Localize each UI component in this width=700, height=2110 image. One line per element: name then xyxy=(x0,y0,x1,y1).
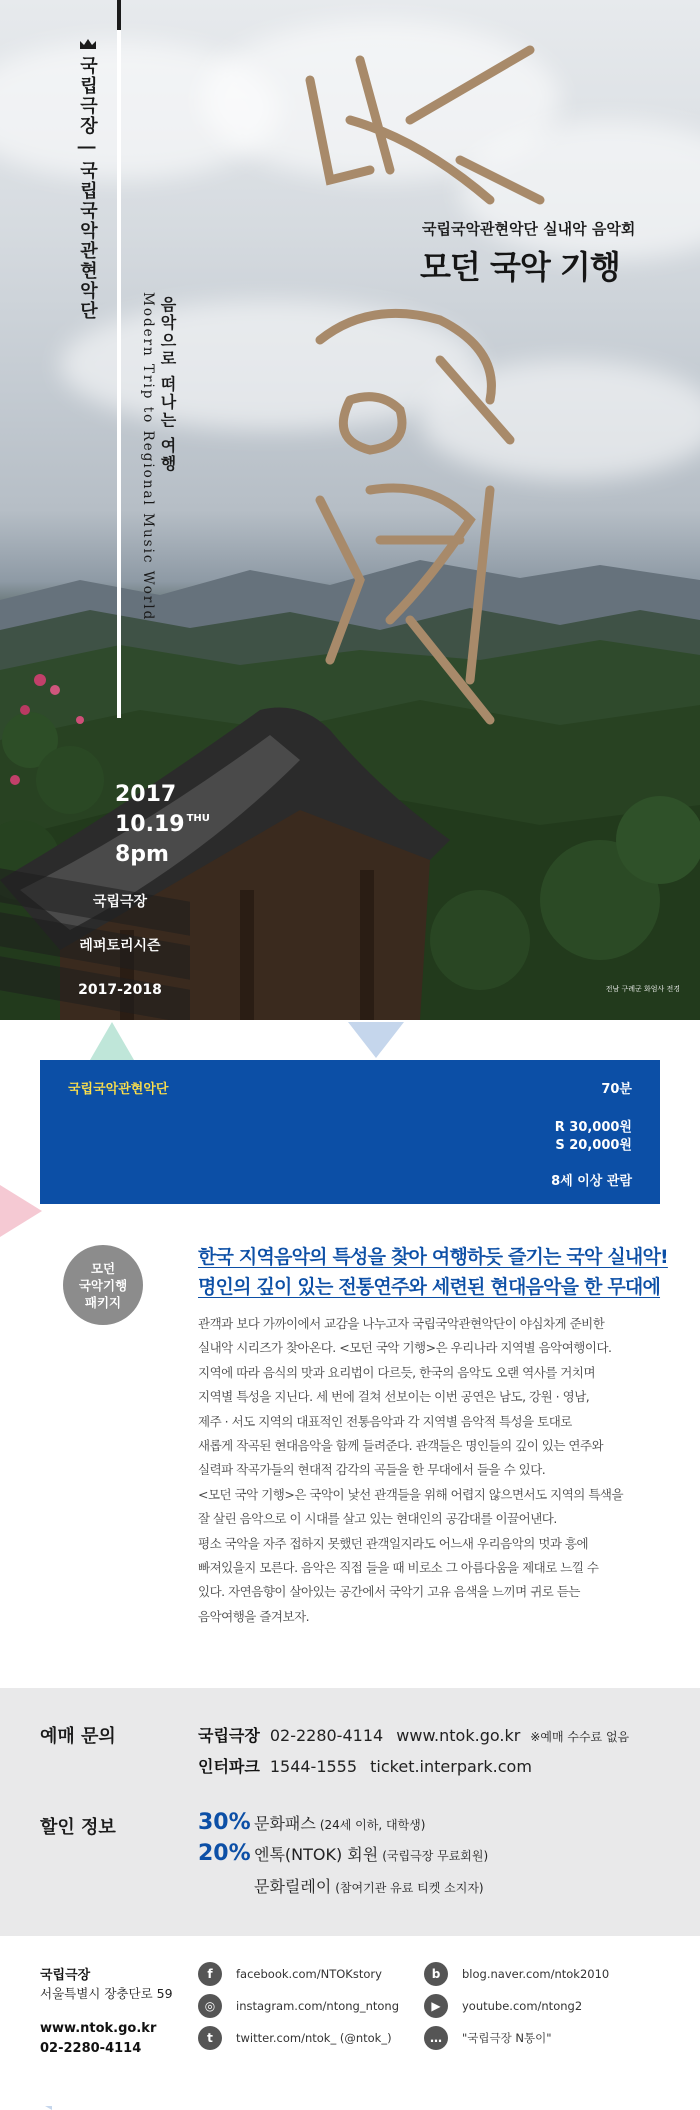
korean-vertical-title: 음악으로 떠나는 여행 xyxy=(158,296,177,474)
badge-line-2: 국악기행 xyxy=(78,1277,128,1293)
intro-headline xyxy=(198,1242,678,1302)
vertical-divider-top xyxy=(117,0,121,30)
footer xyxy=(0,1936,700,2106)
org-vertical-text: 국립극장 | 국립국악관현악단 xyxy=(77,56,98,322)
discount-note: (참여기관 유료 티켓 소지자) xyxy=(335,1881,484,1895)
running-time: 70분 xyxy=(601,1082,632,1097)
price-s-seat: S 20,000원 xyxy=(555,1138,632,1153)
footer-org: 국립극장 xyxy=(40,1968,91,1983)
package-badge xyxy=(63,1245,143,1325)
footer-address: 서울특별시 장충단로 59 xyxy=(40,1986,173,2001)
ntok-name: 국립극장 xyxy=(198,1726,260,1745)
kakao-icon: … xyxy=(424,2026,448,2050)
discount-row xyxy=(198,1841,488,1866)
blog-url: blog.naver.com/ntok2010 xyxy=(462,1967,610,1981)
body-line: 잘 살린 음악으로 이 시대를 살고 있는 현대인의 공감대를 이끌어낸다. xyxy=(198,1511,557,1527)
discount-note: (24세 이하, 대학생) xyxy=(319,1818,426,1832)
instagram-link[interactable] xyxy=(198,1994,399,2018)
booking-ntok-row xyxy=(198,1723,629,1746)
hero-poster xyxy=(0,0,700,1020)
series-line-1: 국립극장 xyxy=(92,894,148,910)
body-line: 빠져있을지 모른다. 음악은 직접 들을 때 비로소 그 아름다움을 제대로 느낄 수 xyxy=(198,1560,599,1576)
discount-row xyxy=(198,1810,425,1835)
discount-percent: 20% xyxy=(198,1841,251,1866)
youtube-url: youtube.com/ntong2 xyxy=(462,1999,583,2013)
price-r-seat: R 30,000원 xyxy=(554,1120,632,1135)
body-line: 관객과 보다 가까이에서 교감을 나누고자 국립국악관현악단이 야심차게 준비한 xyxy=(198,1316,605,1331)
booking-label: 예매 문의 xyxy=(40,1726,116,1747)
kakao-link[interactable] xyxy=(424,2026,552,2050)
calligraphy-artwork xyxy=(290,20,550,740)
body-line: 새롭게 작곡된 현대음악을 함께 들려준다. 관객들은 명인들의 깊이 있는 연주와 xyxy=(198,1438,604,1454)
footer-website-link[interactable]: www.ntok.go.kr xyxy=(40,2021,157,2036)
intro-body xyxy=(198,1312,678,1629)
age-rating: 8세 이상 관람 xyxy=(551,1174,632,1189)
contact-section xyxy=(0,1688,700,1936)
body-line: 음악여행을 즐겨보자. xyxy=(198,1608,310,1624)
decor-triangle xyxy=(348,1022,404,1058)
ntok-phone: 02-2280-4114 xyxy=(269,1726,384,1745)
decor-triangle xyxy=(0,1185,42,1237)
booking-interpark-row xyxy=(198,1754,532,1777)
instagram-icon: ◎ xyxy=(198,1994,222,2018)
headline-line-1: 한국 지역음악의 특성을 찾아 여행하듯 즐기는 국악 실내악! xyxy=(198,1246,668,1268)
headline-line-2: 명인의 깊이 있는 전통연주와 세련된 현대음악을 한 무대에 xyxy=(198,1276,661,1298)
discount-percent: 30% xyxy=(198,1810,251,1835)
interpark-phone: 1544-1555 xyxy=(269,1757,358,1776)
badge-line-3: 패키지 xyxy=(84,1294,122,1310)
concert-subtitle: 국립국악관현악단 실내악 음악회 xyxy=(422,220,636,238)
facebook-link[interactable] xyxy=(198,1962,382,1986)
body-line: 있다. 자연음향이 살아있는 공간에서 국악기 고유 음색을 느끼며 귀로 듣는 xyxy=(198,1584,580,1600)
interpark-name: 인터파크 xyxy=(198,1757,260,1776)
date-year: 2017 xyxy=(115,782,177,807)
twitter-icon: t xyxy=(198,2026,222,2050)
series-line-3: 2017-2018 xyxy=(78,982,162,998)
body-line: 지역에 따라 음식의 맛과 요리법이 다르듯, 한국의 음악도 오랜 역사를 거치며 xyxy=(198,1364,596,1380)
kakao-channel: "국립극장 N통이" xyxy=(462,2031,552,2045)
discount-name: 문화패스 xyxy=(254,1814,316,1833)
series-line-2: 레퍼토리시즌 xyxy=(79,938,161,954)
instagram-url: instagram.com/ntong_ntong xyxy=(236,1999,399,2013)
date-weekday: THU xyxy=(186,813,210,824)
performance-info-box xyxy=(40,1060,660,1204)
presenter: 국립국악관현악단 xyxy=(68,1082,169,1097)
body-line: 실력파 작곡가들의 현대적 감각의 곡들을 한 무대에서 들을 수 있다. xyxy=(198,1462,546,1478)
blog-link[interactable] xyxy=(424,1962,609,1986)
youtube-icon: ▶ xyxy=(424,1994,448,2018)
interpark-web-link[interactable]: ticket.interpark.com xyxy=(370,1757,532,1776)
facebook-icon: f xyxy=(198,1962,222,1986)
discount-label: 할인 정보 xyxy=(40,1817,116,1838)
body-line: 지역별 특성을 지닌다. 세 번에 걸쳐 선보이는 이번 공연은 남도, 강원 · 영남, xyxy=(198,1389,590,1405)
date-time: 8pm xyxy=(115,842,169,867)
ntok-web-link[interactable]: www.ntok.go.kr xyxy=(396,1726,521,1745)
discount-name: 엔톡(NTOK) 회원 xyxy=(254,1845,379,1864)
discount-name: 문화릴레이 xyxy=(254,1877,332,1896)
discount-row xyxy=(198,1874,484,1897)
ntok-fee-note: ※예매 수수료 없음 xyxy=(530,1730,630,1744)
decor-triangle xyxy=(90,1022,134,1060)
twitter-url: twitter.com/ntok_ (@ntok_) xyxy=(236,2031,392,2045)
date-day: 10.19 xyxy=(115,812,185,837)
vertical-divider xyxy=(117,0,121,718)
body-line: 평소 국악을 자주 접하지 못했던 관객일지라도 어느새 우리음악의 멋과 흥에 xyxy=(198,1535,589,1551)
national-theater-logo-icon xyxy=(79,37,97,51)
body-line: 실내악 시리즈가 찾아온다. <모던 국악 기행>은 우리나라 지역별 음악여행이다. xyxy=(198,1340,612,1356)
concert-date xyxy=(115,780,255,870)
discount-note: (국립극장 무료회원) xyxy=(382,1849,489,1863)
facebook-url: facebook.com/NTOKstory xyxy=(236,1967,382,1981)
concert-title: 모던 국악 기행 xyxy=(420,248,620,286)
photo-credit: 전남 구례군 화엄사 전경 xyxy=(605,985,680,993)
badge-line-1: 모던 xyxy=(90,1260,116,1276)
twitter-link[interactable] xyxy=(198,2026,392,2050)
body-line: 제주 · 서도 지역의 대표적인 전통음악과 각 지역별 음악적 특성을 토대로 xyxy=(198,1413,572,1429)
english-vertical-title: Modern Trip to Regional Music World xyxy=(140,292,156,622)
footer-phone: 02-2280-4114 xyxy=(40,2041,142,2056)
date-day-wrap xyxy=(115,810,255,840)
youtube-link[interactable] xyxy=(424,1994,582,2018)
blog-icon: b xyxy=(424,1962,448,1986)
repertoire-season xyxy=(40,885,200,1017)
body-line: <모던 국악 기행>은 국악이 낯선 관객들을 위해 어렵지 않으면서도 지역의 특색을 xyxy=(198,1486,624,1502)
